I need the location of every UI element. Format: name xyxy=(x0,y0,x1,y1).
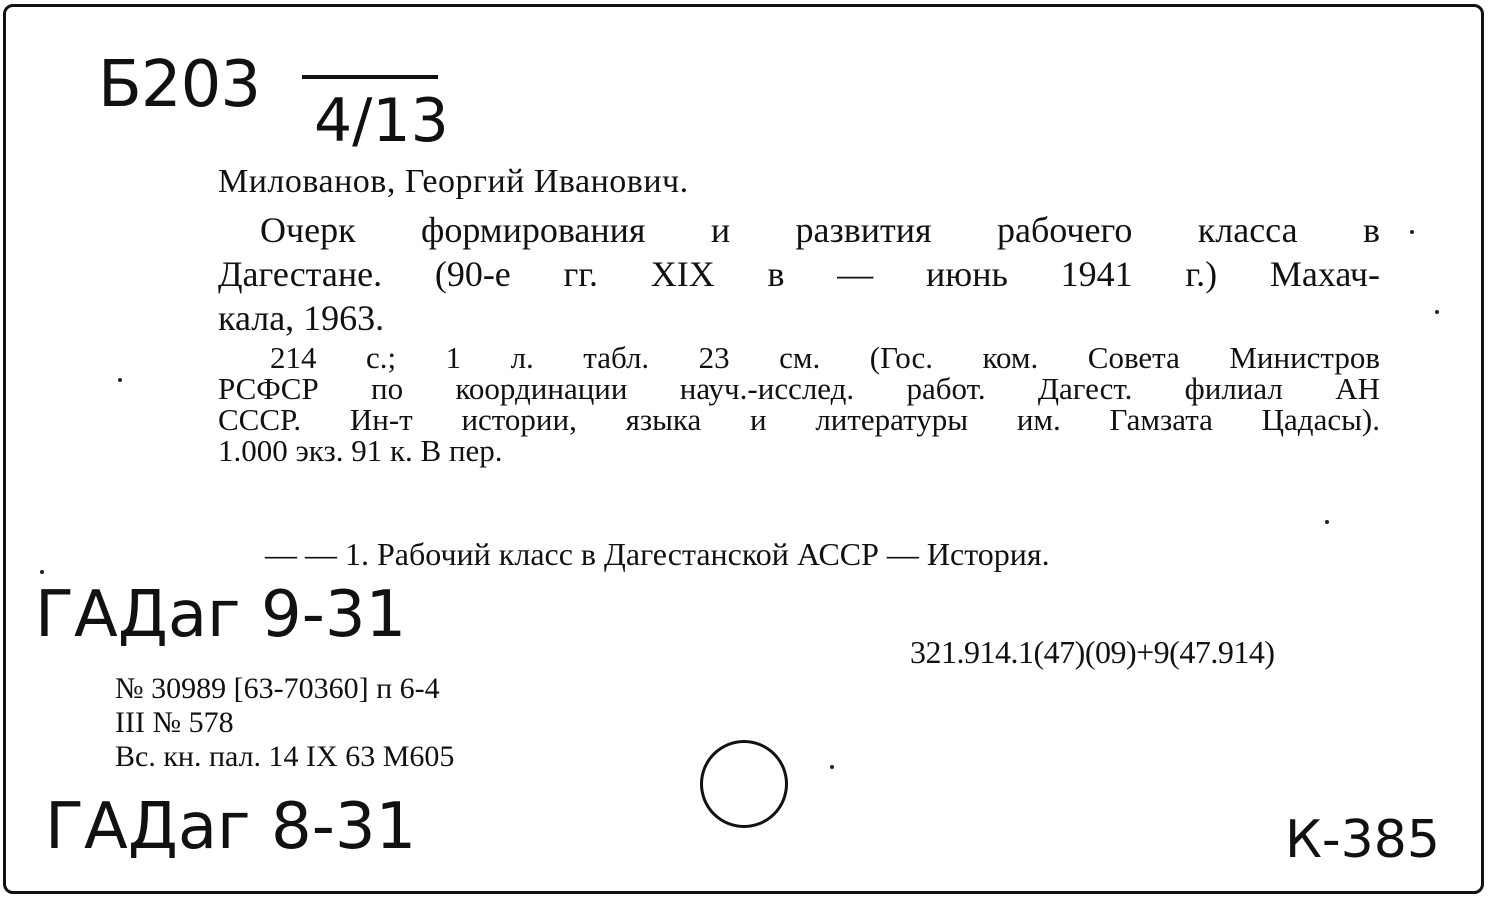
speck xyxy=(1435,310,1439,314)
shelfmark-main: Б203 xyxy=(98,48,261,122)
book-title xyxy=(218,208,1380,340)
book-description xyxy=(218,342,1380,466)
description-line-1: 214 с.; 1 л. табл. 23 см. (Гос. ком. Совета Министров xyxy=(270,340,1380,375)
subject-heading: — — 1. Рабочий класс в Дагестанской АССР — История. xyxy=(265,536,1050,572)
pub-info-line-3: Вс. кн. пал. 14 IX 63 М605 xyxy=(115,740,455,773)
title-line-2: Дагестане. (90-е гг. XIX в — июнь 1941 г.) Махач- xyxy=(218,254,1380,294)
speck xyxy=(40,570,44,574)
speck xyxy=(1325,520,1329,524)
speck xyxy=(1410,230,1414,234)
corner-mark: К-385 xyxy=(1285,810,1440,870)
title-line-3: кала, 1963. xyxy=(218,298,385,338)
archive-stamp-bottom: ГАДаг 8-31 xyxy=(45,790,417,864)
description-line-4: 1.000 экз. 91 к. В пер. xyxy=(218,433,503,468)
title-line-1: Очерк формирования и развития рабочего класса в xyxy=(260,210,1380,250)
punch-hole-circle xyxy=(700,740,788,828)
pub-info-line-1: № 30989 [63-70360] п 6-4 xyxy=(115,672,440,705)
speck xyxy=(830,765,834,769)
description-line-2: РСФСР по координации науч.-исслед. работ. Дагест. филиал АН xyxy=(218,371,1380,406)
pub-info-line-2: III № 578 xyxy=(115,706,234,739)
shelfmark-sub: 4/13 xyxy=(314,86,449,156)
speck xyxy=(118,378,122,382)
shelfmark-fraction-line xyxy=(302,75,438,79)
author-name: Милованов, Георгий Иванович. xyxy=(218,163,689,200)
udc-classification: 321.914.1(47)(09)+9(47.914) xyxy=(910,634,1275,670)
publication-info xyxy=(115,672,454,774)
archive-stamp-top: ГАДаг 9-31 xyxy=(35,578,407,652)
description-line-3: СССР. Ин-т истории, языка и литературы им. Гамзата Цадасы). xyxy=(218,402,1380,437)
